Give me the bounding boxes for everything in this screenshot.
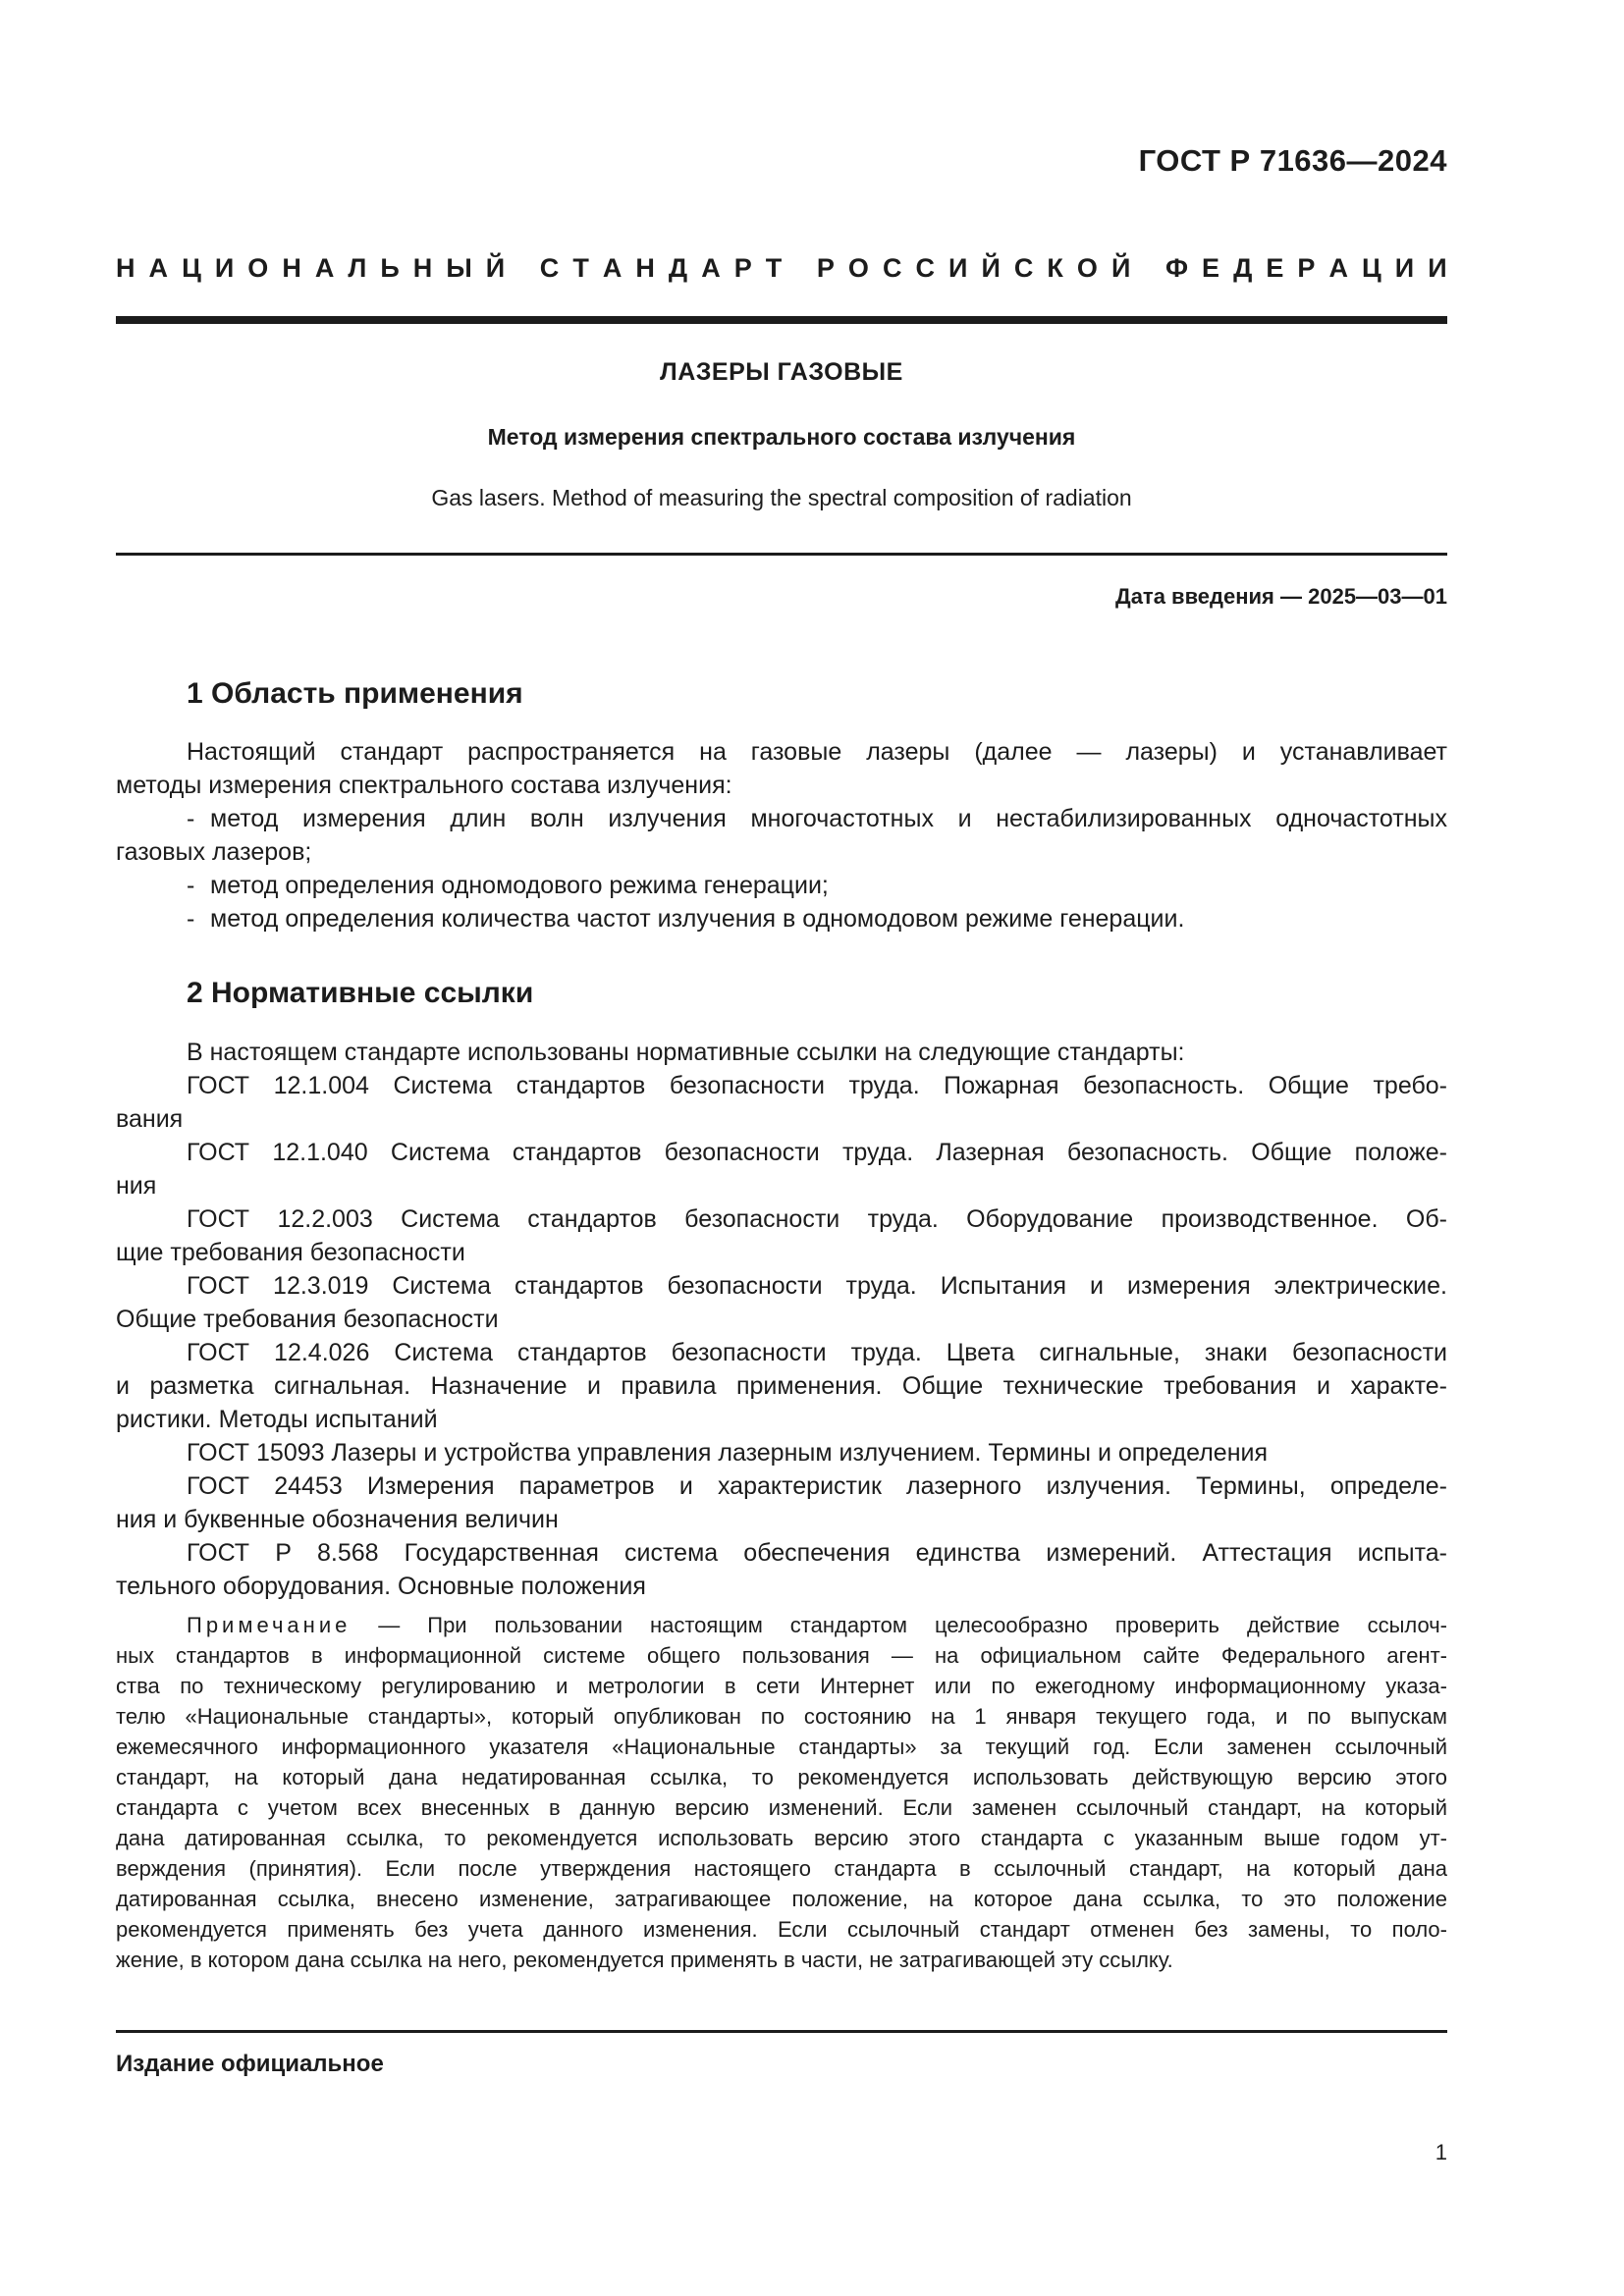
- banner-letter: [1144, 253, 1152, 284]
- list-dash: -: [187, 905, 195, 933]
- list-item-text: метод определения количества частот излучения в одномодовом режиме генерации.: [210, 905, 1185, 933]
- banner-letter: О: [847, 253, 869, 283]
- note-line: стандарт, на который дана недатированная ссылка, то рекомендуется использовать действующую версию этого: [116, 1765, 1447, 1789]
- banner-letter: С: [539, 253, 560, 283]
- banner-letter: О: [1076, 253, 1098, 283]
- banner-letter: И: [1394, 253, 1415, 283]
- note-line: телю «Национальные стандарты», который опубликован по состоянию на 1 января текущего года, и по выпускам: [116, 1704, 1447, 1729]
- reference-line: ГОСТ 15093 Лазеры и устройства управления лазерным излучением. Термины и определения: [187, 1439, 1269, 1467]
- banner-letter: Ц: [1361, 253, 1381, 283]
- banner-letter: И: [1428, 253, 1447, 283]
- section-1-heading: 1 Область применения: [187, 677, 523, 710]
- banner-letter: И: [214, 253, 235, 283]
- note-label: Примечание: [187, 1613, 352, 1637]
- document-subtitle: Метод измерения спектрального состава излучения: [487, 424, 1076, 450]
- banner-letter: И: [948, 253, 968, 283]
- note-line: [116, 1610, 1447, 1640]
- banner-letter: Н: [116, 253, 135, 283]
- banner-letter: Р: [1297, 253, 1316, 283]
- edition-label: Издание официальное: [116, 2051, 384, 2077]
- body-line: В настоящем стандарте использованы нормативные ссылки на следующие стандарты:: [187, 1039, 1185, 1066]
- banner-letter: А: [314, 253, 335, 283]
- note-line: датированная ссылка, внесено изменение, затрагивающее положение, на которое дана ссылка, то это положение: [116, 1887, 1447, 1911]
- list-item-text: метод измерения длин волн излучения многочастотных и нестабилизированных одночастотных: [210, 805, 1447, 832]
- note-text: — При пользовании настоящим стандартом целесообразно проверить действие ссылоч-: [351, 1613, 1447, 1637]
- document-title-english: Gas lasers. Method of measuring the spectral composition of radiation: [431, 485, 1132, 510]
- list-item: [116, 802, 1447, 835]
- document-title: ЛАЗЕРЫ ГАЗОВЫЕ: [660, 358, 903, 386]
- section-2-body: [116, 1036, 1447, 1603]
- banner-letter: [518, 253, 526, 284]
- note-line: ных стандартов в информационной системе общего пользования — на официальном сайте Федерального агент-: [116, 1643, 1447, 1668]
- banner-letter: Н: [282, 253, 301, 283]
- note-line: ства по техническому регулированию и метрологии в сети Интернет или по ежегодному информационному указа-: [116, 1674, 1447, 1698]
- reference-line: Общие требования безопасности: [116, 1306, 499, 1333]
- reference-line: ГОСТ 12.2.003 Система стандартов безопасности труда. Оборудование производственное. Об-: [187, 1205, 1447, 1233]
- reference-line: и разметка сигнальная. Назначение и правила применения. Общие технические требования и характе-: [116, 1372, 1447, 1400]
- banner-letter: А: [701, 253, 721, 283]
- banner-letter: Ь: [380, 253, 400, 283]
- note-line: ежемесячного информационного указателя «Национальные стандарты» за текущий год. Если заменен ссылочный: [116, 1735, 1447, 1759]
- national-standard-banner: [116, 253, 1447, 284]
- list-dash: -: [187, 805, 195, 832]
- footer-rule: [116, 2030, 1447, 2033]
- banner-letter: Т: [765, 253, 783, 283]
- list-item: [116, 869, 1447, 902]
- banner-letter: Д: [668, 253, 688, 283]
- list-item: [116, 902, 1447, 935]
- reference-line: ния: [116, 1172, 157, 1200]
- banner-letter: С: [882, 253, 902, 283]
- reference-line: тельного оборудования. Основные положения: [116, 1573, 646, 1600]
- banner-letter: Е: [1266, 253, 1284, 283]
- banner-letter: Й: [981, 253, 1001, 283]
- banner-letter: Л: [348, 253, 367, 283]
- banner-letter: Т: [572, 253, 589, 283]
- note-block: [116, 1610, 1447, 1975]
- section-2-heading: 2 Нормативные ссылки: [187, 977, 534, 1009]
- banner-letter: Й: [485, 253, 506, 283]
- reference-line: ния и буквенные обозначения величин: [116, 1506, 559, 1533]
- note-line: дана датированная ссылка, то рекомендуется использовать версию этого стандарта с указанным выше годом ут-: [116, 1826, 1447, 1850]
- introduction-date: Дата введения — 2025—03—01: [1115, 584, 1447, 609]
- banner-letter: Н: [635, 253, 655, 283]
- reference-line: ГОСТ Р 8.568 Государственная система обеспечения единства измерений. Аттестация испыта-: [187, 1539, 1447, 1567]
- banner-letter: Е: [1202, 253, 1220, 283]
- reference-line: ГОСТ 12.3.019 Система стандартов безопасности труда. Испытания и измерения электрические.: [187, 1272, 1447, 1300]
- banner-letter: Ф: [1164, 253, 1188, 283]
- note-line: жение, в котором дана ссылка на него, рекомендуется применять в части, не затрагивающей эту ссылку.: [116, 1948, 1173, 1972]
- reference-line: ристики. Методы испытаний: [116, 1406, 438, 1433]
- body-line: методы измерения спектрального состава излучения:: [116, 772, 732, 799]
- body-line: газовых лазеров;: [116, 838, 312, 866]
- list-item-text: метод определения одномодового режима генерации;: [210, 872, 829, 899]
- banner-letter: А: [602, 253, 623, 283]
- banner-letter: Н: [412, 253, 433, 283]
- reference-line: щие требования безопасности: [116, 1239, 465, 1266]
- note-line: стандарта с учетом всех внесенных в данную версию изменений. Если заменен ссылочный стандарт, на который: [116, 1795, 1447, 1820]
- body-line: Настоящий стандарт распространяется на газовые лазеры (далее — лазеры) и устанавливает: [187, 738, 1447, 766]
- banner-letter: Р: [816, 253, 835, 283]
- banner-letter: Ц: [182, 253, 201, 283]
- banner-letter: Р: [733, 253, 752, 283]
- title-rule: [116, 553, 1447, 556]
- reference-line: вания: [116, 1105, 184, 1133]
- note-line: верждения (принятия). Если после утверждения настоящего стандарта в ссылочный стандарт, на который дана: [116, 1856, 1447, 1881]
- banner-letter: К: [1047, 253, 1063, 283]
- standard-designation: ГОСТ Р 71636—2024: [1138, 143, 1447, 178]
- reference-line: ГОСТ 12.1.040 Система стандартов безопасности труда. Лазерная безопасность. Общие положе-: [187, 1139, 1447, 1166]
- note-line: рекомендуется применять без учета данного изменения. Если ссылочный стандарт отменен без замены, то поло-: [116, 1917, 1447, 1942]
- banner-letter: Д: [1233, 253, 1253, 283]
- reference-line: ГОСТ 24453 Измерения параметров и характеристик лазерного излучения. Термины, определе-: [187, 1472, 1447, 1500]
- banner-letter: Ы: [446, 253, 472, 283]
- banner-letter: С: [915, 253, 935, 283]
- banner-letter: Й: [1110, 253, 1131, 283]
- list-dash: -: [187, 872, 195, 899]
- reference-line: ГОСТ 12.1.004 Система стандартов безопасности труда. Пожарная безопасность. Общие требо-: [187, 1072, 1447, 1099]
- banner-letter: [795, 253, 803, 284]
- section-1-body: [116, 735, 1447, 935]
- header-thick-rule: [116, 316, 1447, 324]
- banner-letter: А: [148, 253, 169, 283]
- reference-line: ГОСТ 12.4.026 Система стандартов безопасности труда. Цвета сигнальные, знаки безопасности: [187, 1339, 1447, 1366]
- banner-letter: С: [1013, 253, 1034, 283]
- page-number: 1: [1435, 2140, 1447, 2164]
- banner-letter: О: [247, 253, 269, 283]
- banner-letter: А: [1328, 253, 1348, 283]
